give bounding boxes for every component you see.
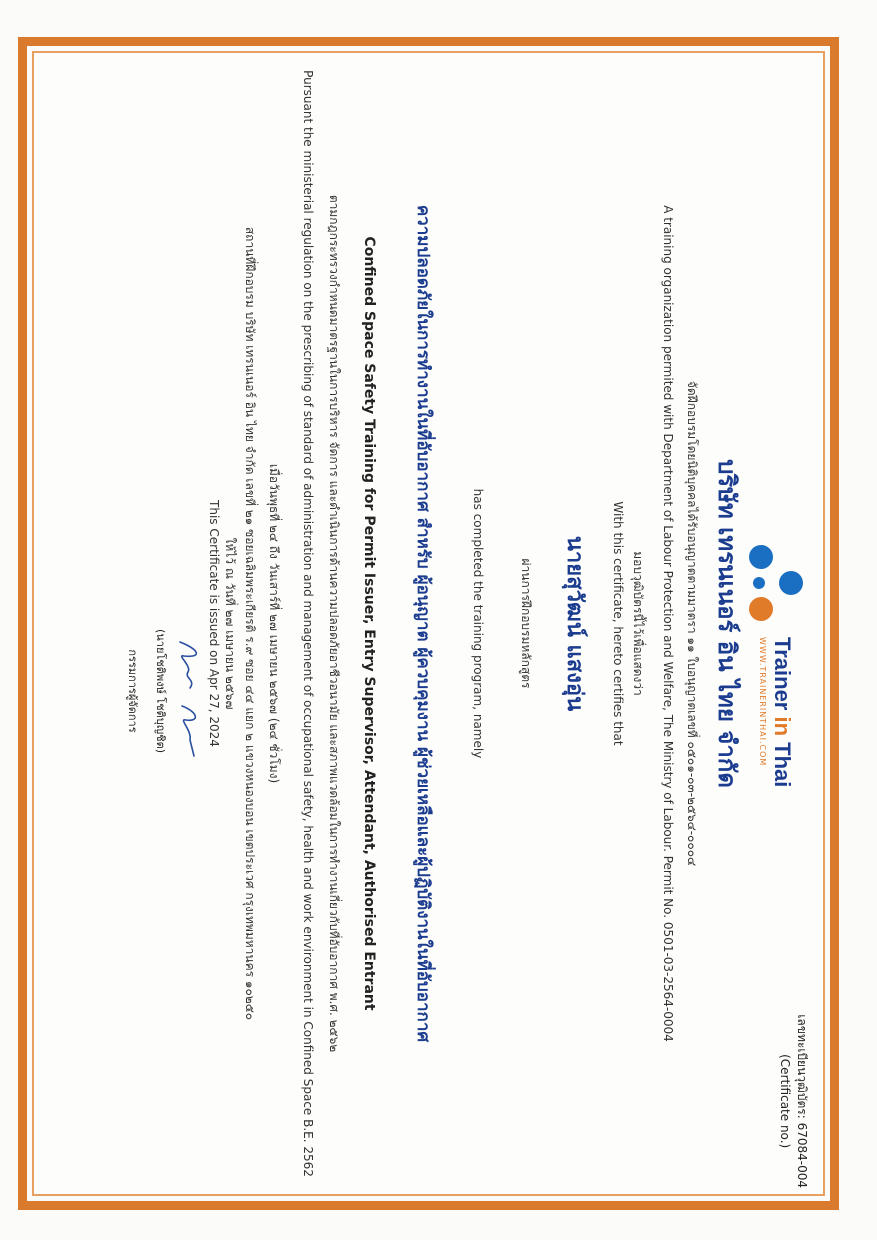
course-title-en: Confined Space Safety Training for Permit Issuer, Entry Supervisor, Attendant, Authorised Entrant (361, 236, 377, 1011)
completed-en: has completed the training program, namely (471, 488, 485, 759)
certifies-th: มอบวุฒิบัตรนี้ไว้เพื่อแสดงว่า (631, 551, 645, 696)
brand-name (769, 637, 795, 787)
signature-icon (166, 636, 210, 766)
certificate-sheet (32, 51, 825, 1196)
organization-name: บริษัท เทรนเนอร์ อิน ไทย จำกัด (713, 459, 741, 788)
certifies-en: With this certificate, hereto certifies that (611, 501, 625, 746)
certificate-number-label-en: (Certificate no.) (778, 1054, 792, 1149)
brand-url: WWW.TRAINERINTHAI.COM (758, 637, 767, 767)
issued-date-th: ให้ไว้ ณ วันที่ ๒๗ เมษายน ๒๕๖๗ (223, 537, 237, 710)
signer-name: (นายโชติพงษ์ โชติบุญชิต) (154, 628, 167, 754)
training-venue: สถานที่ฝึกอบรม บริษัท เทรนเนอร์ อิน ไทย จำกัด เลขที่ ๒๑ ซอยเฉลิมพระเกียรติ ร.๙ ซอย ๔๔ แยก ๒ แขวงหนองบอน เขตประเวศ กรุงเทพมหานคร ๑๐๒๕๐ (243, 226, 257, 1021)
completed-th: ผ่านการฝึกอบรมหลักสูตร (519, 558, 533, 689)
regulation-en: Pursuant the ministerial regulation on the prescribing of standard of administration and management of occupational safety, health and work environment in Confined Space B.E. 2562 (301, 70, 315, 1177)
signer-title: กรรมการผู้จัดการ (126, 649, 139, 733)
brand-name-part: Thai (770, 736, 795, 788)
training-dates: เมื่อวันพุธที่ ๒๔ ถึง วันเสาร์ที่ ๒๗ เมษายน ๒๕๖๗ (๒๔ ชั่วโมง) (267, 463, 281, 784)
issued-date-en: This Certificate is issued on Apr 27, 2024 (207, 500, 221, 747)
certificate-number: เลขทะเบียนวุฒิบัตร: 67084-004 (795, 1014, 809, 1188)
accreditation-th: จัดฝึกอบรมโดยนิติบุคคลได้รับอนุญาตตามมาตรา ๑๑ ใบอนุญาตเลขที่ ๐๕๐๑-๐๓-๒๕๖๔-๐๐๐๔ (685, 380, 699, 867)
brand-name-accent: in (770, 716, 795, 737)
trainer-in-thai-logo-icon (743, 537, 805, 629)
regulation-th: ตามกฎกระทรวงกำหนดมาตรฐานในการบริหาร จัดการ และดำเนินการด้านความปลอดภัยอาชีวอนามัย และสภาพแวดล้อมในการทำงานเกี่ยวกับที่อับอากาศ พ.ศ. ๒๕๖๒ (327, 194, 341, 1053)
course-title-th: ความปลอดภัยในการทำงานในที่อับอากาศ สำหรับ ผู้อนุญาต ผู้ควบคุมงาน ผู้ช่วยเหลือและผู้ปฏิบัติงานในที่อับอากาศ (413, 204, 433, 1043)
recipient-name: นายสุวัฒน์ แสงอุ่น (562, 535, 587, 712)
certificate-number-block (778, 1014, 811, 1188)
brand-name-part: Trainer (770, 637, 795, 717)
signature-block (124, 611, 170, 771)
accreditation-en: A training organization permited with Department of Labour Protection and Welfare, The Ministry of Labour. Permit No. 0501-03-2564-0004 (661, 205, 675, 1042)
